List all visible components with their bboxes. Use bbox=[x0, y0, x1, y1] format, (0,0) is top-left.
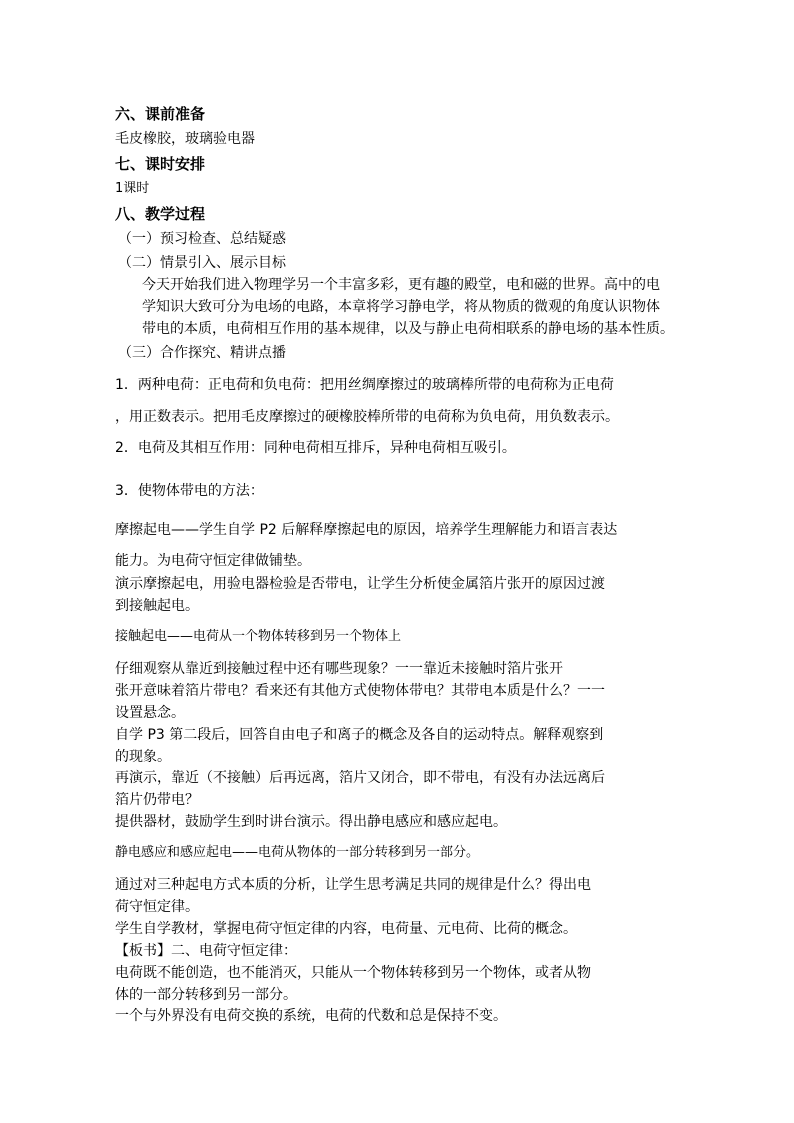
board-heading: 【板书】二、电荷守恒定律： bbox=[115, 943, 297, 959]
intro-paragraph-line: 学知识大致可分为电场的电路，本章将学习静电学，将从物质的微观的角度认识物体 bbox=[142, 299, 660, 315]
subheading-preview: （一）预习检查、总结疑惑 bbox=[118, 231, 286, 247]
induction-heading: 静电感应和感应起电——电荷从物体的一部分转移到另一部分。 bbox=[115, 845, 480, 860]
section-heading-preparation: 六、课前准备 bbox=[115, 105, 206, 123]
section-heading-process: 八、教学过程 bbox=[115, 205, 206, 223]
subheading-explore: （三）合作探究、精讲点播 bbox=[118, 345, 286, 361]
analysis-line: 荷守恒定律。 bbox=[115, 899, 199, 915]
point-charge-interaction: 2．电荷及其相互作用：同种电荷相互排斥，异种电荷相互吸引。 bbox=[115, 440, 516, 456]
intro-paragraph-line: 今天开始我们进入物理学另一个丰富多彩，更有趣的殿堂，电和磁的世界。高中的电 bbox=[142, 277, 660, 293]
intro-paragraph-line: 带电的本质，电荷相互作用的基本规律，以及与静止电荷相联系的静电场的基本性质。 bbox=[142, 321, 674, 337]
observation-line: 仔细观察从靠近到接触过程中还有哪些现象？一一靠近未接触时箔片张开 bbox=[115, 661, 563, 677]
self-study-line: 的现象。 bbox=[115, 749, 171, 765]
self-study-line: 自学 P3 第二段后，回答自由电子和离子的概念及各自的运动特点。解释观察到 bbox=[115, 727, 604, 743]
conservation-law-line: 电荷既不能创造，也不能消灭，只能从一个物体转移到另一个物体，或者从物 bbox=[115, 965, 591, 981]
analysis-line: 通过对三种起电方式本质的分析，让学生思考满足共同的规律是什么？得出电 bbox=[115, 877, 591, 893]
demo-again-line: 再演示，靠近（不接触）后再远离，箔片又闭合，即不带电，有没有办法远离后 bbox=[115, 770, 605, 786]
section-heading-schedule: 七、课时安排 bbox=[115, 155, 206, 173]
point-two-charges: 1．两种电荷：正电荷和负电荷：把用丝绸摩擦过的玻璃棒所带的电荷称为正电荷 bbox=[115, 377, 614, 393]
equipment-line: 提供器材，鼓励学生到时讲台演示。得出静电感应和感应起电。 bbox=[115, 814, 507, 830]
observation-line: 张开意味着箔片带电？看来还有其他方式使物体带电？其带电本质是什么？一一 bbox=[115, 683, 605, 699]
preparation-text: 毛皮橡胶，玻璃验电器 bbox=[115, 131, 255, 147]
demo-friction-line: 到接触起电。 bbox=[115, 598, 199, 614]
demo-friction-line: 演示摩擦起电，用验电器检验是否带电，让学生分析使金属箔片张开的原因过渡 bbox=[115, 576, 605, 592]
textbook-study-line: 学生自学教材，掌握电荷守恒定律的内容，电荷量、元电荷、比荷的概念。 bbox=[115, 921, 577, 937]
demo-again-line: 箔片仍带电？ bbox=[115, 792, 199, 808]
friction-charging-line: 摩擦起电——学生自学 P2 后解释摩擦起电的原因，培养学生理解能力和语言表达 bbox=[115, 522, 618, 538]
friction-charging-line: 能力。为电荷守恒定律做铺垫。 bbox=[115, 553, 311, 569]
conservation-law-line: 一个与外界没有电荷交换的系统，电荷的代数和总是保持不变。 bbox=[115, 1008, 507, 1024]
schedule-text: 1课时 bbox=[115, 181, 150, 196]
point-charging-methods: 3．使物体带电的方法： bbox=[115, 483, 264, 499]
point-two-charges-cont: ，用正数表示。把用毛皮摩擦过的硬橡胶棒所带的电荷称为负电荷，用负数表示。 bbox=[115, 409, 619, 425]
contact-charging-heading: 接触起电——电荷从一个物体转移到另一个物体上 bbox=[115, 629, 402, 644]
observation-line: 设置悬念。 bbox=[115, 705, 185, 721]
subheading-intro: （二）情景引入、展示目标 bbox=[118, 255, 286, 271]
conservation-law-line: 体的一部分转移到另一部分。 bbox=[115, 987, 297, 1003]
